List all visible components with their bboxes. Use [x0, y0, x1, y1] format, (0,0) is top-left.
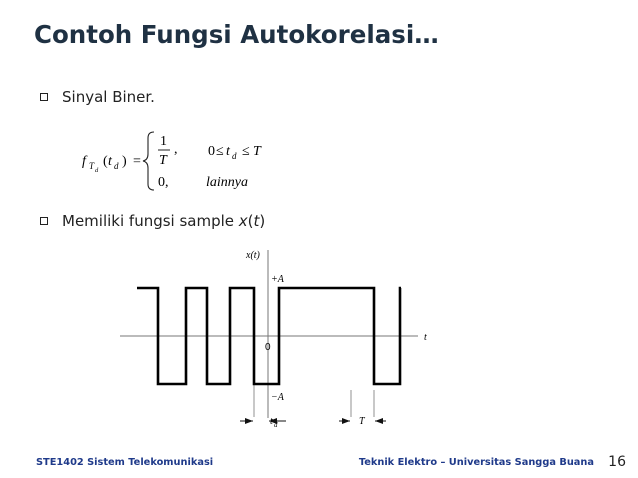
formula-case2-cond: lainnya	[206, 175, 248, 190]
formula-case1-num: 1	[160, 134, 167, 149]
footer-institution: Teknik Elektro – Universitas Sangga Buana	[358, 457, 594, 468]
checkbox-bullet-icon	[40, 217, 48, 225]
bullet-text: Sinyal Biner.	[62, 88, 155, 106]
formula-case1-comma: ,	[174, 142, 178, 157]
checkbox-bullet-icon	[40, 93, 48, 101]
bullet-text-fn: x	[238, 212, 248, 230]
negative-level-label: −A	[271, 392, 284, 403]
bullet-text-paren-close: )	[259, 212, 266, 230]
positive-level-label: +A	[271, 274, 284, 285]
formula-cond-t: t	[226, 144, 230, 159]
footer-course: STE1402 Sistem Telekomunikasi	[36, 457, 214, 468]
formula-f-sub: T	[89, 161, 95, 171]
formula-cond-le2: ≤	[242, 144, 250, 159]
waveform-diagram	[120, 250, 440, 440]
bullet-text-paren-open: (	[247, 212, 254, 230]
formula-cond-le1: ≤	[216, 144, 224, 159]
y-axis-label: x(t)	[246, 250, 260, 261]
formula-case2-val: 0,	[158, 175, 169, 190]
formula-arg-t: t	[108, 154, 112, 169]
origin-label: 0	[265, 342, 271, 353]
formula-f-subsub: d	[95, 167, 99, 174]
formula-arg-sub: d	[114, 161, 119, 171]
formula-equals: =	[133, 154, 141, 169]
formula-cond-T: T	[253, 144, 261, 159]
bullet-text-prefix: Memiliki fungsi sample	[62, 212, 239, 230]
formula-f: f	[82, 154, 86, 169]
td-label-sub: d	[274, 421, 278, 429]
bullet-text-var: t	[253, 212, 260, 230]
slide-title: Contoh Fungsi Autokorelasi…	[34, 20, 439, 49]
formula-brace	[143, 132, 154, 190]
bullet-fungsi-sample	[40, 212, 265, 230]
formula-cond-sub: d	[232, 151, 237, 161]
formula	[82, 126, 322, 196]
x-axis-label: t	[424, 332, 427, 343]
T-label: T	[359, 416, 365, 427]
formula-case1-den: T	[159, 153, 167, 168]
formula-arg-open: (	[103, 154, 108, 169]
td-label: t	[270, 416, 273, 427]
page-number: 16	[608, 454, 626, 470]
bullet-sinyal-biner	[40, 88, 155, 106]
formula-cond-zero: 0	[208, 144, 215, 159]
formula-arg-close: )	[122, 154, 127, 169]
slide-footer	[0, 453, 638, 473]
